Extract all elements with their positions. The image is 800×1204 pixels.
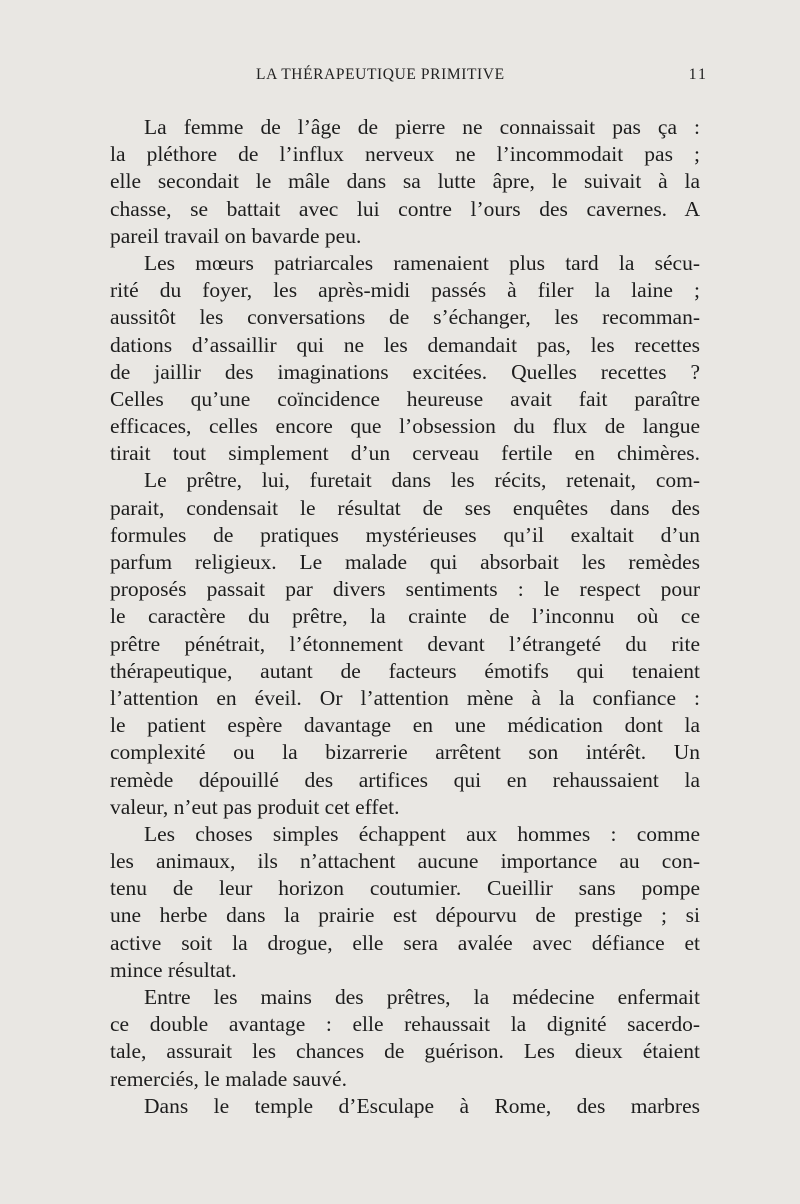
text-line: les animaux, ils n’attachent aucune importance au con- (110, 849, 700, 874)
text-line: Les choses simples échappent aux hommes : comme (144, 821, 700, 846)
text-line: valeur, n’eut pas produit cet effet. (110, 794, 400, 819)
running-head-title: LA THÉRAPEUTIQUE PRIMITIVE (256, 66, 505, 83)
text-line: une herbe dans la prairie est dépourvu de prestige ; si (110, 903, 700, 928)
page-number: 11 (688, 66, 708, 83)
text-line: tirait tout simplement d’un cerveau fertile en chimères. (110, 441, 700, 466)
text-line: aussitôt les conversations de s’échanger, les recomman- (110, 305, 700, 330)
text-line: la pléthore de l’influx nerveux ne l’incommodait pas ; (110, 142, 700, 167)
running-head (110, 66, 708, 88)
text-line: Dans le temple d’Esculape à Rome, des marbres (144, 1093, 700, 1118)
text-line: mince résultat. (110, 957, 237, 982)
text-line: remerciés, le malade sauvé. (110, 1066, 347, 1091)
text-line: rité du foyer, les après-midi passés à filer la laine ; (110, 278, 700, 303)
text-line: de jaillir des imaginations excitées. Quelles recettes ? (110, 359, 700, 384)
text-line: thérapeutique, autant de facteurs émotifs qui tenaient (110, 658, 700, 683)
text-line: l’attention en éveil. Or l’attention mène à la confiance : (110, 685, 700, 710)
text-line: active soit la drogue, elle sera avalée avec défiance et (110, 930, 700, 955)
text-line: proposés passait par divers sentiments : le respect pour (110, 577, 700, 602)
text-line: le patient espère davantage en une médication dont la (110, 713, 700, 738)
text-line: La femme de l’âge de pierre ne connaissait pas ça : (144, 115, 700, 139)
text-line: parait, condensait le résultat de ses enquêtes dans des (110, 495, 700, 520)
text-line: prêtre pénétrait, l’étonnement devant l’étrangeté du rite (110, 631, 700, 656)
text-line: complexité ou la bizarrerie arrêtent son intérêt. Un (110, 740, 700, 765)
text-line: remède dépouillé des artifices qui en rehaussaient la (110, 767, 700, 792)
text-line: elle secondait le mâle dans sa lutte âpre, le suivait à la (110, 169, 700, 194)
text-line: Le prêtre, lui, furetait dans les récits, retenait, com- (144, 468, 700, 493)
text-line: le caractère du prêtre, la crainte de l’inconnu où ce (110, 604, 700, 629)
text-line: tenu de leur horizon coutumier. Cueillir sans pompe (110, 876, 700, 901)
text-line: efficaces, celles encore que l’obsession du flux de langue (110, 414, 700, 439)
text-line: ce double avantage : elle rehaussait la dignité sacerdo- (110, 1012, 700, 1037)
text-line: Entre les mains des prêtres, la médecine enfermait (144, 985, 700, 1009)
text-line: parfum religieux. Le malade qui absorbait les remèdes (110, 550, 700, 574)
text-line: formules de pratiques mystérieuses qu’il exaltait d’un (110, 522, 700, 547)
text-line: Celles qu’une coïncidence heureuse avait fait paraître (110, 386, 700, 411)
text-line: dations d’assaillir qui ne les demandait pas, les recettes (110, 332, 700, 357)
text-line: tale, assurait les chances de guérison. Les dieux étaient (110, 1039, 700, 1064)
body-text (110, 114, 700, 1120)
text-line: chasse, se battait avec lui contre l’ours des cavernes. A (110, 196, 700, 221)
text-line: pareil travail on bavarde peu. (110, 223, 362, 248)
text-line: Les mœurs patriarcales ramenaient plus tard la sécu- (144, 250, 700, 275)
